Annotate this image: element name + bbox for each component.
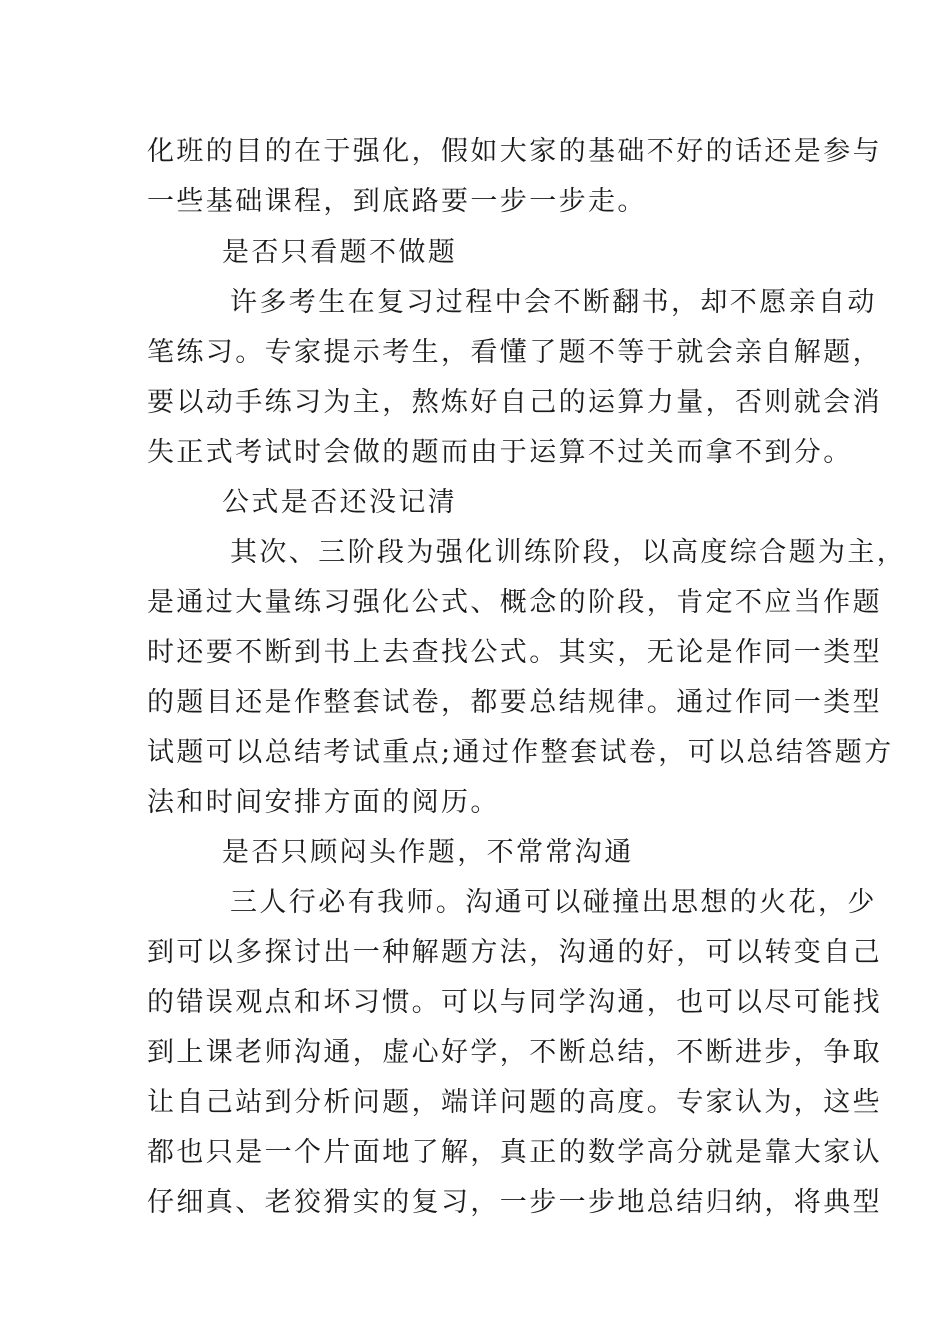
section-heading: 是否只看题不做题	[222, 237, 458, 268]
paragraph-line: 失正式考试时会做的题而由于运算不过关而拿不到分。	[147, 437, 853, 468]
paragraph-line: 一些基础课程，到底路要一步一步走。	[147, 186, 647, 217]
paragraph-line: 笔练习。专家提示考生，看懂了题不等于就会亲自解题，	[147, 337, 882, 368]
section-heading: 是否只顾闷头作题，不常常沟通	[222, 837, 634, 868]
section-heading: 公式是否还没记清	[222, 487, 458, 518]
paragraph-line: 要以动手练习为主，熬炼好自己的运算力量，否则就会消	[147, 387, 882, 418]
paragraph-line: 的错误观点和坏习惯。可以与同学沟通，也可以尽可能找	[147, 987, 882, 1018]
paragraph-line: 是通过大量练习强化公式、概念的阶段，肯定不应当作题	[147, 587, 882, 618]
paragraph-line: 仔细真、老狡猾实的复习，一步一步地总结归纳，将典型	[147, 1187, 882, 1218]
paragraph-line: 时还要不断到书上去查找公式。其实，无论是作同一类型	[147, 637, 882, 668]
paragraph-line: 到上课老师沟通，虚心好学，不断总结，不断进步，争取	[147, 1037, 882, 1068]
paragraph-line: 试题可以总结考试重点;通过作整套试卷，可以总结答题方	[147, 737, 894, 768]
paragraph-line: 法和时间安排方面的阅历。	[147, 787, 500, 818]
paragraph-line: 都也只是一个片面地了解，真正的数学高分就是靠大家认	[147, 1137, 882, 1168]
paragraph-line: 三人行必有我师。沟通可以碰撞出思想的火花，少	[230, 887, 877, 918]
paragraph-line: 许多考生在复习过程中会不断翻书，却不愿亲自动	[230, 287, 877, 318]
paragraph-line: 的题目还是作整套试卷，都要总结规律。通过作同一类型	[147, 687, 882, 718]
paragraph-line: 让自己站到分析问题，端详问题的高度。专家认为，这些	[147, 1087, 882, 1118]
paragraph-line: 到可以多探讨出一种解题方法，沟通的好，可以转变自己	[147, 937, 882, 968]
paragraph-line: 化班的目的在于强化，假如大家的基础不好的话还是参与	[147, 136, 882, 167]
paragraph-line: 其次、三阶段为强化训练阶段，以高度综合题为主，	[230, 537, 907, 568]
